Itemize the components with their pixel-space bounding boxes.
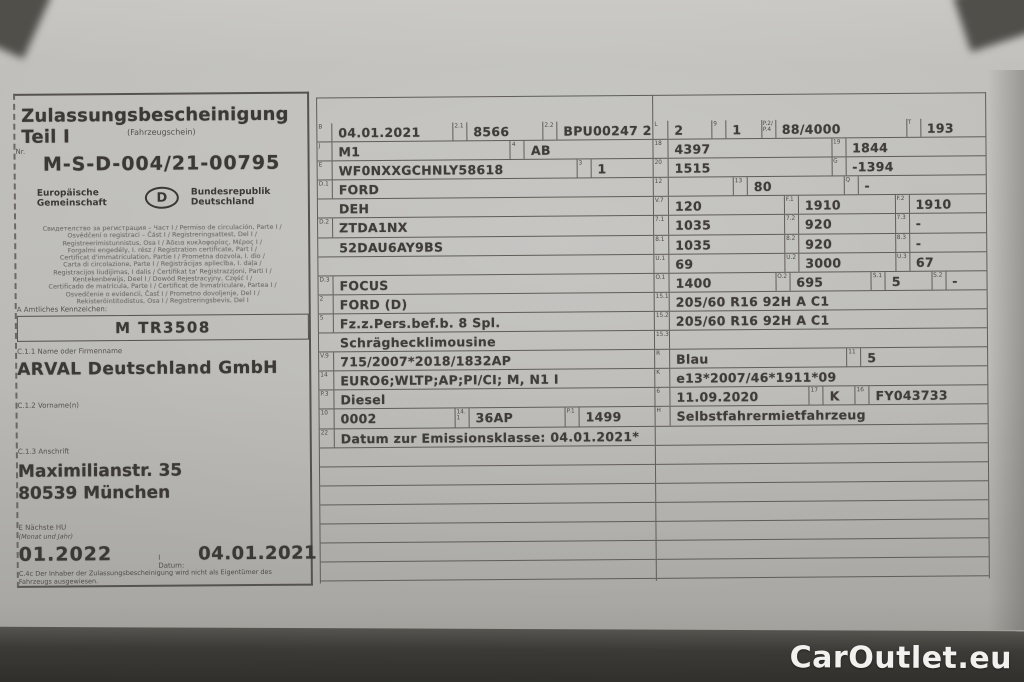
- field-value: AB: [530, 142, 551, 158]
- field-code: [319, 333, 334, 351]
- multilanguage-legend-line: Osvedčenie o evidencii, Časť I / Prometno dovoljenje, Del I /: [65, 288, 260, 299]
- multilanguage-legend: [16, 224, 309, 307]
- field-cell: [656, 405, 988, 426]
- multilanguage-legend-line: Osvědčení o registraci – Část I / Registreringsattest, Del I /: [67, 230, 257, 240]
- field-code: [318, 200, 333, 218]
- field-value: M1: [338, 144, 361, 160]
- field-code: P.1: [565, 408, 580, 426]
- field-row: [319, 312, 654, 334]
- field-row: [319, 293, 654, 315]
- field-value: ZTDA1NX: [339, 220, 408, 236]
- field-code: 22: [320, 429, 335, 447]
- field-value: K: [829, 388, 840, 404]
- field-row: [654, 214, 986, 236]
- field-code: 8.2: [784, 234, 799, 252]
- field-cell: [318, 274, 653, 295]
- field-row: [656, 405, 988, 427]
- field-value: [670, 328, 987, 349]
- field-value: 920: [804, 216, 833, 233]
- multilanguage-legend-line: Rekisteröintitodistus, Osa I / Registreringsbevis, Del I: [76, 296, 249, 306]
- field-code: 4: [510, 141, 525, 159]
- field-cell: [654, 273, 775, 292]
- field-row: [654, 176, 986, 198]
- field-value: FY043733: [875, 387, 948, 404]
- field-value: 1: [732, 122, 742, 138]
- field-row: [657, 538, 989, 560]
- multilanguage-legend-line: Kentekenbewijs, Deel I / Dowód Rejestracyjny, Część I /: [72, 274, 253, 284]
- field-code: D.1: [318, 181, 333, 199]
- owner-name: ARVAL Deutschland GmbH: [17, 357, 278, 380]
- field-cell: [452, 122, 542, 141]
- multilanguage-legend-line: Forgalmi engedély, I. rész / Registration certificate, Part I /: [67, 244, 257, 255]
- owner-address-city: 80539 München: [18, 482, 171, 504]
- field-code: F.2: [894, 195, 909, 213]
- field-value: 5: [891, 273, 901, 289]
- field-code: 15.2: [655, 312, 670, 330]
- field-row: [653, 137, 985, 159]
- field-cell: [843, 176, 985, 195]
- field-row: [654, 156, 986, 178]
- field-cell: [653, 120, 711, 139]
- field-cell: [784, 253, 895, 272]
- field-row: [320, 426, 655, 448]
- field-code: 7.3: [895, 214, 910, 232]
- field-row: [319, 369, 654, 391]
- eu-community-label: Europäische Gemeinschaft: [36, 188, 107, 209]
- field-value: 11.09.2020: [676, 389, 759, 406]
- field-value: Fz.z.Pers.bef.b. 8 Spl.: [339, 315, 501, 332]
- field-cell: [654, 254, 784, 273]
- field-value: DEH: [338, 201, 370, 217]
- field-cell: [775, 272, 871, 291]
- field-cell: [831, 137, 986, 156]
- field-cell: [317, 141, 510, 161]
- field-row: [655, 347, 987, 369]
- field-cell: [711, 120, 761, 138]
- field-row: [655, 366, 987, 388]
- field-code: 6: [655, 388, 670, 406]
- field-code: 7.1: [654, 216, 669, 234]
- field-code: 15.3: [655, 331, 670, 349]
- field-code: 18: [653, 140, 668, 158]
- document-middle-panel: [316, 95, 657, 584]
- field-cell: [733, 177, 844, 196]
- field-code: 2.1: [452, 122, 467, 140]
- field-cell: [654, 178, 733, 197]
- field-cell: [510, 140, 653, 159]
- field-cell: [855, 386, 988, 405]
- field-row: [318, 197, 653, 219]
- license-plate-value: M TR3508: [17, 314, 309, 342]
- eu-header: [16, 186, 308, 210]
- field-value: 205/60 R16 92H A C1: [675, 312, 830, 329]
- field-code: U.2: [784, 253, 799, 271]
- field-cell: [565, 407, 655, 426]
- field-cell: [906, 118, 986, 137]
- next-inspection-label: E Nächste HU: [18, 523, 67, 532]
- field-code: 14: [319, 372, 334, 390]
- field-row: [320, 465, 655, 487]
- field-code: 11: [846, 348, 861, 366]
- field-cell: [542, 121, 652, 140]
- field-value: 52DAU6AY9BS: [339, 239, 444, 255]
- field-value: -: [915, 216, 922, 232]
- field-value: 715/2007*2018/1832AP: [340, 353, 512, 370]
- field-row: [654, 233, 986, 255]
- field-code: V.9: [319, 353, 334, 371]
- field-value: 88/4000: [781, 121, 841, 137]
- field-row: [318, 216, 653, 238]
- field-value: 2: [674, 122, 684, 138]
- field-value: 04.01.2021: [338, 124, 421, 141]
- field-code: [318, 238, 333, 256]
- field-c11-label: C.1.1 Name oder Firmenname: [17, 347, 123, 356]
- field-value: 920: [805, 236, 833, 252]
- field-cell: [455, 408, 565, 427]
- field-value: 1035: [675, 236, 712, 253]
- field-row: [654, 195, 986, 217]
- field-cell: [895, 214, 987, 233]
- field-value: 3000: [805, 255, 842, 271]
- field-value: -1394: [852, 159, 894, 175]
- field-row: [654, 252, 986, 274]
- field-code: 10: [320, 410, 335, 428]
- field-cell: [319, 369, 654, 390]
- field-code: 8.1: [654, 235, 669, 253]
- field-cell: [846, 347, 987, 366]
- field-value: BPU00247 2: [563, 122, 652, 139]
- field-code: 3: [576, 160, 591, 178]
- field-value: Blau: [676, 351, 709, 367]
- issue-date-value: 04.01.2021: [198, 542, 318, 565]
- field-row: [318, 159, 653, 181]
- field-value: 1910: [804, 197, 841, 214]
- field-row: [656, 519, 988, 541]
- field-cell: [318, 178, 653, 199]
- field-cell: [318, 216, 653, 237]
- field-code: P.3: [319, 391, 334, 409]
- field-cell: [318, 160, 577, 180]
- field-cell: [654, 234, 784, 253]
- field-cell: [655, 387, 808, 406]
- field-cell: [318, 235, 653, 256]
- field-row: [320, 484, 655, 506]
- middle-field-table: [317, 96, 656, 582]
- field-c12-label: C.1.2 Vorname(n): [17, 401, 80, 410]
- field-cell: [318, 197, 653, 218]
- field-row: [317, 121, 652, 143]
- field-code: 20: [654, 159, 669, 177]
- field-row: [321, 560, 656, 582]
- right-field-table: [653, 93, 989, 579]
- field-row: [319, 331, 654, 353]
- field-code: V.7: [654, 197, 669, 215]
- field-value: 120: [674, 198, 703, 215]
- field-cell: [894, 195, 986, 214]
- field-cell: [784, 234, 895, 253]
- field-value: 5: [867, 350, 877, 366]
- field-value: e13*2007/46*1911*09: [676, 369, 837, 386]
- field-code: R: [655, 350, 670, 368]
- field-cell: [654, 158, 832, 177]
- field-cell: [809, 387, 855, 405]
- field-row: [654, 271, 986, 293]
- field-row: [320, 503, 655, 525]
- field-value: 1499: [585, 409, 622, 425]
- document-subtitle: (Fahrzeugschein): [127, 127, 196, 138]
- field-code: 9: [711, 120, 726, 138]
- field-row: [655, 386, 987, 408]
- field-value: Schräghecklimousine: [339, 334, 496, 351]
- field-code: L: [653, 121, 668, 139]
- field-code: 8.3: [895, 233, 910, 251]
- field-value: 1515: [674, 160, 711, 176]
- field-value: 1: [597, 161, 607, 177]
- field-code: F.1: [784, 196, 799, 214]
- field-value: Diesel: [340, 392, 386, 408]
- owner-address-street: Maximilianstr. 35: [17, 460, 183, 482]
- field-row: [656, 424, 988, 446]
- field-row: [655, 309, 987, 331]
- field-row: [656, 462, 988, 484]
- field-code: 7.2: [784, 215, 799, 233]
- document-left-panel: [13, 92, 318, 588]
- field-code: D.3: [318, 276, 333, 294]
- field-cell: [655, 366, 987, 387]
- field-code: P.2/P.4: [761, 120, 776, 138]
- document-title: Zulassungsbescheinigung Teil I: [21, 103, 289, 148]
- field-row: [320, 407, 655, 429]
- field-row: [655, 290, 987, 312]
- field-row: [317, 140, 652, 162]
- field-cell: [319, 331, 654, 352]
- field-value: WF0NXXGCHNLY58618: [338, 162, 504, 179]
- field-code: K: [655, 369, 670, 387]
- field-row: [656, 443, 988, 465]
- field-row: [318, 178, 653, 200]
- field-row: [318, 274, 653, 296]
- field-row: [319, 350, 654, 372]
- field-cell: [871, 271, 931, 290]
- multilanguage-legend-line: Certificat d'immatriculation, Partie I / Prometna dozvola, I. dio /: [59, 252, 265, 262]
- field-cell: [761, 119, 906, 138]
- field-code: O.1: [654, 274, 669, 292]
- field-code: 2: [319, 295, 334, 313]
- field-code: G: [831, 158, 846, 176]
- field-value: 69: [675, 256, 694, 272]
- field-value: 4397: [674, 141, 711, 157]
- field-row: [320, 445, 655, 467]
- field-cell: [319, 312, 654, 333]
- field-c13-label: C.1.3 Anschrift: [17, 447, 70, 456]
- field-row: [656, 500, 988, 522]
- multilanguage-legend-line: Certificado de matrícula, Parte I / Certificat de înmatriculare, Partea I /: [48, 281, 277, 292]
- field-code: Q: [843, 177, 858, 195]
- photo-bottom-band: [0, 627, 1024, 682]
- field-code: U.3: [895, 253, 910, 271]
- field-cell: [655, 290, 987, 311]
- field-cell: [320, 409, 455, 428]
- field-value: Selbstfahrermietfahrzeug: [676, 407, 866, 425]
- next-inspection-sublabel: (Monat und Jahr): [18, 532, 74, 541]
- field-cell: [655, 328, 987, 349]
- field-cell: [317, 122, 452, 141]
- field-value: 1844: [852, 140, 889, 156]
- field-value: 695: [796, 274, 824, 290]
- field-value: -: [915, 235, 922, 251]
- field-row: [656, 481, 988, 503]
- field-value: FOCUS: [339, 277, 389, 294]
- field-row: [655, 328, 987, 350]
- field-code: J: [317, 142, 332, 160]
- field-cell: [654, 196, 784, 215]
- field-code: 16: [855, 387, 870, 405]
- field-cell: [784, 195, 895, 214]
- field-row: [318, 235, 653, 257]
- field-value: 8566: [473, 124, 510, 140]
- field-value: FORD (D): [339, 296, 408, 313]
- field-row: [319, 388, 654, 410]
- field-cell: [653, 139, 831, 158]
- field-code: 2.2: [542, 122, 557, 140]
- field-value: 36AP: [475, 410, 514, 426]
- field-code: 14.1: [455, 409, 470, 427]
- field-value: 1400: [675, 275, 712, 291]
- field-cell: [319, 350, 654, 371]
- multilanguage-legend-line: Registracijos liudijimas, I dalis / Ċertifikat ta' Reġistrazzjoni, Parti I /: [53, 266, 272, 277]
- field-value: 67: [915, 254, 935, 270]
- field-value: -: [952, 273, 958, 289]
- field-code: 15.1: [655, 293, 670, 311]
- field-value: 205/60 R16 92H A C1: [675, 293, 830, 310]
- field-value: [669, 178, 733, 197]
- country-label: Bundesrepublik Deutschland: [190, 186, 271, 208]
- field-value: 0002: [340, 411, 377, 427]
- field-value: 1910: [915, 196, 952, 213]
- field-value: 1035: [675, 217, 712, 234]
- field-cell: [320, 426, 655, 447]
- field-row: [321, 541, 656, 563]
- multilanguage-legend-line: Свидетелство за регистрация – Част I / Permiso de circulación, Parte I /: [42, 222, 282, 233]
- nr-label: Nr.: [15, 147, 26, 156]
- field-c4c-note: C.4c Der Inhaber der Zulassungsbescheinigung wird nicht als Eigentümer des Fahrzeugs ausgewiesen.: [18, 567, 272, 586]
- field-code: E: [318, 162, 333, 180]
- field-code: O.2: [775, 273, 790, 291]
- field-cell: [654, 215, 784, 234]
- field-cell: [831, 156, 986, 175]
- field-code: 19: [831, 138, 846, 156]
- multilanguage-legend-line: Carta di circolazione, Parte I / Reģistrācijas apliecība, I. daļa /: [63, 259, 262, 270]
- field-value: EURO6;WLTP;AP;PI/CI; M, N1 I: [340, 371, 559, 389]
- field-value: 193: [926, 120, 954, 136]
- field-code: 5: [319, 314, 334, 332]
- multilanguage-legend-line: Registreerimistunnistus, Osa I / Άδεια κυκλοφορίας, Μέρος I /: [62, 237, 263, 248]
- inspection-date-row: [18, 542, 318, 571]
- field-cell: [319, 388, 654, 409]
- field-a-label: A Amtliches Kennzeichen:: [16, 305, 108, 314]
- field-cell: [655, 309, 987, 330]
- next-inspection-value: 01.2022: [18, 543, 113, 566]
- field-cell: [895, 233, 987, 252]
- document-number: M-S-D-004/21-00795: [42, 151, 281, 176]
- field-row: [318, 255, 653, 277]
- field-cell: [576, 159, 652, 178]
- field-code: S.1: [871, 272, 886, 290]
- field-code: T: [906, 119, 921, 137]
- field-code: D.2: [318, 219, 333, 237]
- field-cell: [931, 271, 986, 290]
- field-value: -: [864, 178, 871, 194]
- field-row: [320, 522, 655, 544]
- field-code: 12: [654, 178, 669, 196]
- field-code: H: [656, 407, 671, 425]
- field-cell: [895, 252, 987, 271]
- field-code: 13: [733, 177, 748, 195]
- field-value: FORD: [338, 182, 380, 198]
- country-oval-badge: D: [145, 187, 179, 209]
- field-code: S.2: [931, 271, 946, 289]
- field-cell: [784, 214, 895, 233]
- field-code: U.1: [654, 254, 669, 272]
- issue-date-label: I Datum:: [158, 553, 185, 570]
- field-row: [657, 557, 989, 579]
- field-cell: [319, 293, 654, 314]
- document-right-panel: [653, 92, 990, 581]
- field-code: 17: [809, 387, 824, 405]
- field-row: [653, 118, 985, 140]
- field-value: Datum zur Emissionsklasse: 04.01.2021*: [340, 428, 640, 446]
- field-code: B: [317, 123, 332, 141]
- watermark: CarOutlet.eu: [789, 640, 1013, 677]
- field-cell: [655, 349, 846, 369]
- field-value: 80: [753, 179, 772, 195]
